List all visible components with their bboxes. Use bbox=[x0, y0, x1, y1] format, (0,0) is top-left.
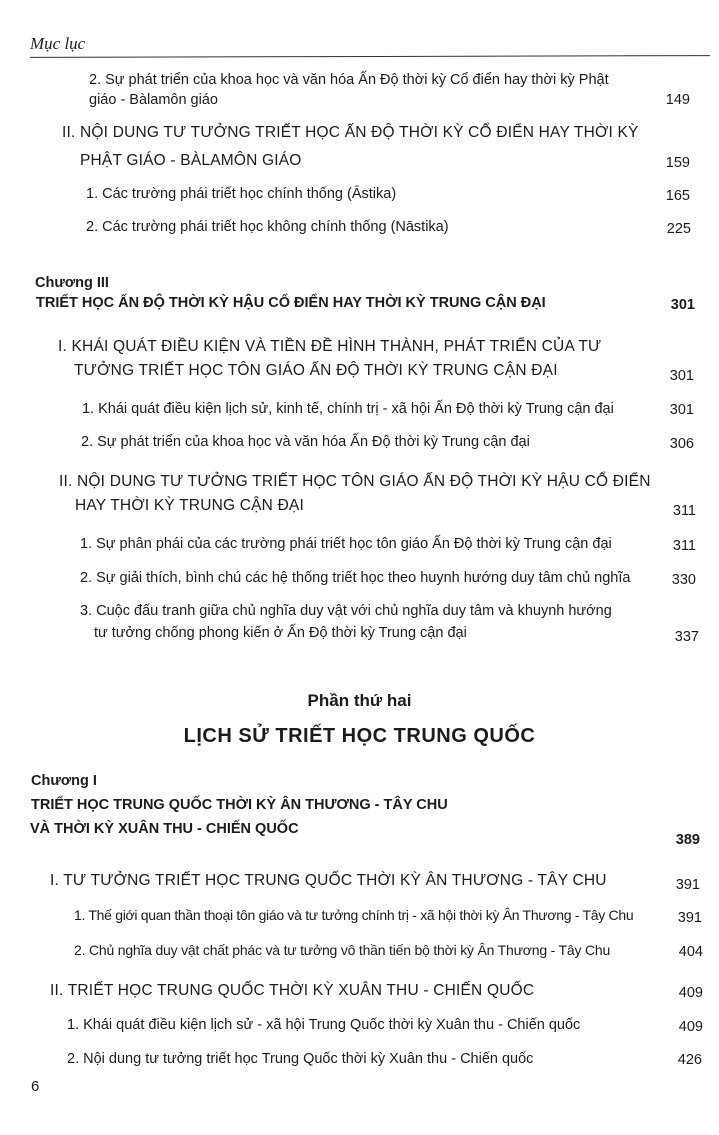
toc-page-number: 389 bbox=[675, 832, 700, 848]
page-number: 6 bbox=[31, 1078, 40, 1095]
toc-page-number: 337 bbox=[674, 629, 699, 645]
toc-page-number: 301 bbox=[669, 402, 694, 418]
toc-page-number: 306 bbox=[669, 436, 694, 452]
toc-page-number: 311 bbox=[672, 503, 696, 519]
toc-section-heading: TƯỞNG TRIẾT HỌC TÔN GIÁO ẤN ĐỘ THỜI KỲ TRUNG CẬN ĐẠI bbox=[74, 362, 558, 379]
toc-chapter-title: VÀ THỜI KỲ XUÂN THU - CHIẾN QUỐC bbox=[30, 821, 299, 837]
toc-section-heading: I. TƯ TƯỞNG TRIẾT HỌC TRUNG QUỐC THỜI KỲ ÂN THƯƠNG - TÂY CHU bbox=[50, 872, 607, 889]
toc-entry-text: 1. Các trường phái triết học chính thống (Āstika) bbox=[86, 186, 397, 202]
part-label: Phần thứ hai bbox=[307, 691, 412, 710]
running-header: Mục lục bbox=[30, 34, 86, 53]
toc-entry-text: 1. Thế giới quan thần thoại tôn giáo và tư tưởng chính trị - xã hội thời kỳ Ân Thương - Tây Chu bbox=[74, 907, 634, 923]
toc-page-number: 404 bbox=[678, 944, 703, 960]
toc-page-number: 149 bbox=[665, 92, 690, 108]
toc-entry-text: 1. Sự phân phái của các trường phái triết học tôn giáo Ấn Độ thời kỳ Trung cận đại bbox=[80, 536, 612, 552]
toc-section-heading: II. TRIẾT HỌC TRUNG QUỐC THỜI KỲ XUÂN THU - CHIẾN QUỐC bbox=[50, 982, 535, 999]
toc-chapter-label: Chương III bbox=[35, 275, 109, 291]
toc-page-number: 301 bbox=[670, 297, 695, 313]
toc-entry-text: 2. Các trường phái triết học không chính thống (Nāstika) bbox=[86, 219, 449, 235]
toc-entry-text: tư tưởng chống phong kiến ở Ấn Độ thời kỳ Trung cận đại bbox=[94, 625, 467, 641]
toc-page-number: 426 bbox=[677, 1052, 702, 1068]
toc-page-number: 409 bbox=[678, 985, 703, 1001]
toc-entry-text: 2. Chủ nghĩa duy vật chất phác và tư tưởng vô thần tiến bộ thời kỳ Ân Thương - Tây Chu bbox=[74, 942, 611, 958]
toc-page-number: 165 bbox=[665, 188, 690, 204]
toc-section-heading: I. KHÁI QUÁT ĐIỀU KIỆN VÀ TIỀN ĐỀ HÌNH THÀNH, PHÁT TRIỂN CỦA TƯ bbox=[58, 338, 602, 355]
toc-entry-text: giáo - Bàlamôn giáo bbox=[89, 92, 218, 108]
toc-page-number: 301 bbox=[669, 368, 694, 384]
toc-page-number: 311 bbox=[672, 538, 696, 554]
toc-entry-text: 1. Khái quát điều kiện lịch sử - xã hội Trung Quốc thời kỳ Xuân thu - Chiến quốc bbox=[67, 1017, 581, 1033]
toc-section-heading: II. NỘI DUNG TƯ TƯỞNG TRIẾT HỌC ẤN ĐỘ THỜI KỲ CỔ ĐIỂN HAY THỜI KỲ bbox=[62, 124, 639, 141]
toc-chapter-label: Chương I bbox=[31, 773, 97, 789]
toc-chapter-title: TRIẾT HỌC ẤN ĐỘ THỜI KỲ HẬU CỔ ĐIỂN HAY THỜI KỲ TRUNG CẬN ĐẠI bbox=[36, 295, 546, 311]
toc-entry-text: 1. Khái quát điều kiện lịch sử, kinh tế, chính trị - xã hội Ấn Độ thời kỳ Trung cận đại bbox=[82, 401, 614, 417]
toc-page-number: 391 bbox=[677, 910, 702, 926]
toc-entry-text: 2. Sự phát triển của khoa học và văn hóa Ấn Độ thời kỳ Trung cận đại bbox=[81, 434, 530, 450]
toc-entry-text: 2. Sự giải thích, bình chú các hệ thống triết học theo huynh hướng duy tâm chủ nghĩa bbox=[80, 570, 631, 586]
toc-entry-text: 3. Cuộc đấu tranh giữa chủ nghĩa duy vật với chủ nghĩa duy tâm và khuynh hướng bbox=[80, 603, 612, 619]
part-title: LỊCH SỬ TRIẾT HỌC TRUNG QUỐC bbox=[183, 725, 536, 747]
header-rule bbox=[30, 55, 710, 58]
toc-page-number: 391 bbox=[675, 877, 700, 893]
toc-entry-text: 2. Nội dung tư tưởng triết học Trung Quốc thời kỳ Xuân thu - Chiến quốc bbox=[67, 1051, 534, 1067]
toc-page-number: 159 bbox=[665, 155, 690, 171]
toc-page-number: 409 bbox=[678, 1019, 703, 1035]
toc-page-number: 330 bbox=[671, 572, 696, 588]
toc-chapter-title: TRIẾT HỌC TRUNG QUỐC THỜI KỲ ÂN THƯƠNG - TÂY CHU bbox=[31, 797, 448, 813]
toc-section-heading: PHẬT GIÁO - BÀLAMÔN GIÁO bbox=[80, 152, 302, 169]
toc-page-number: 225 bbox=[666, 221, 691, 237]
toc-entry-text: 2. Sự phát triển của khoa học và văn hóa Ấn Độ thời kỳ Cổ điển hay thời kỳ Phật bbox=[89, 72, 609, 88]
toc-section-heading: II. NỘI DUNG TƯ TƯỞNG TRIẾT HỌC TÔN GIÁO ẤN ĐỘ THỜI KỲ HẬU CỔ ĐIỂN bbox=[59, 473, 651, 490]
toc-section-heading: HAY THỜI KỲ TRUNG CẬN ĐẠI bbox=[75, 497, 305, 514]
